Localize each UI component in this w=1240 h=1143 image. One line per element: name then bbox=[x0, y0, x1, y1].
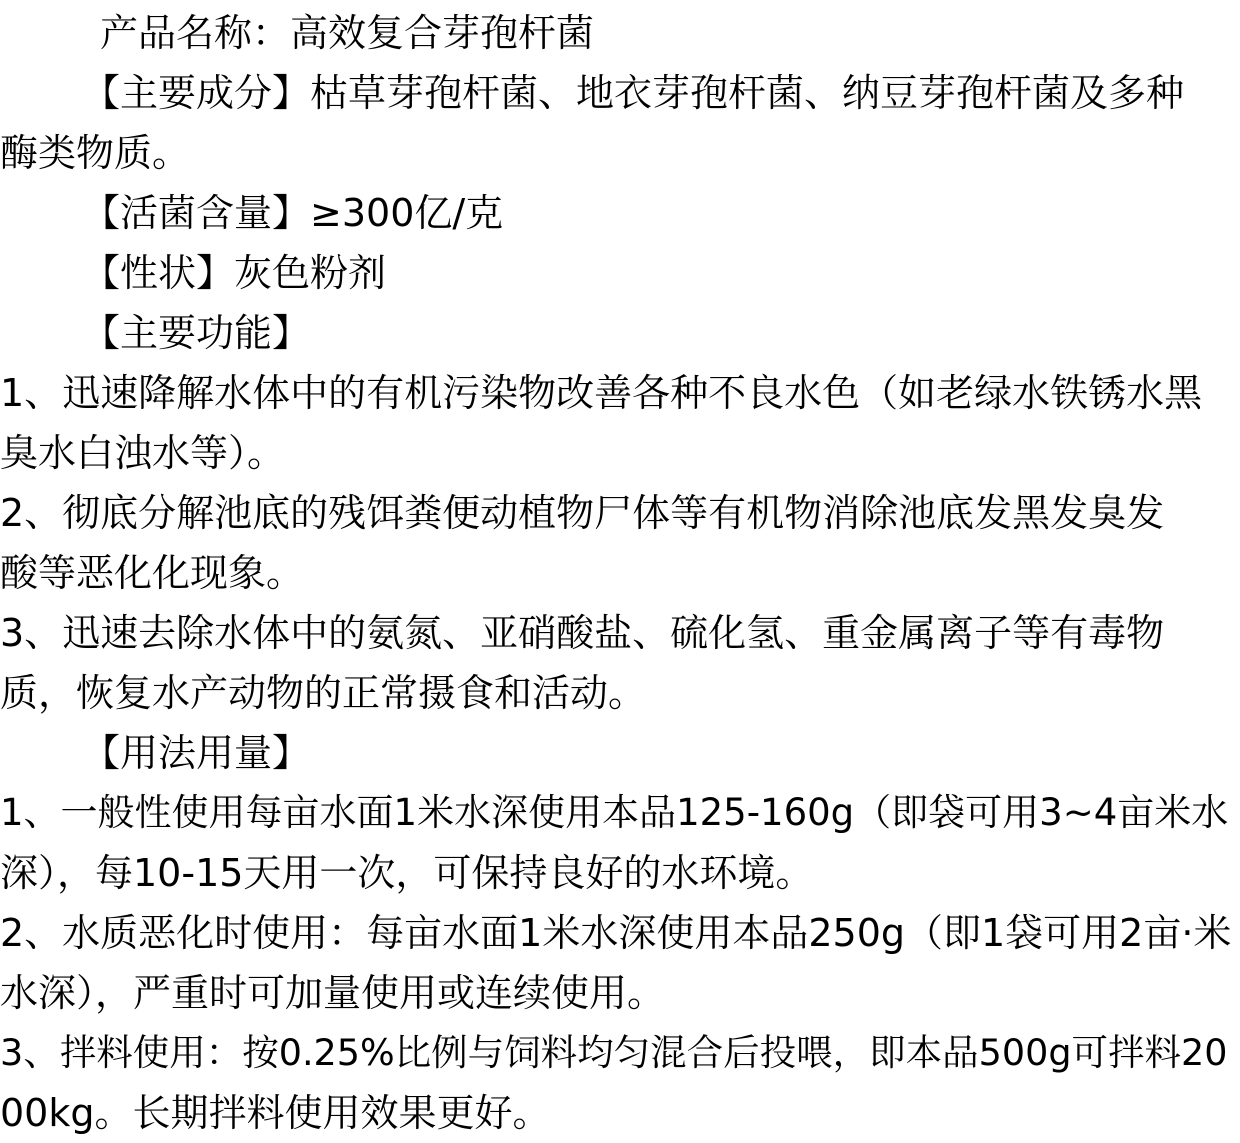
function-item-3: 3、迅速去除水体中的氨氮、亚硝酸盐、硫化氢、重金属离子等有毒物 bbox=[0, 611, 1165, 655]
appearance-line: 【性状】灰色粉剂 bbox=[82, 251, 387, 295]
function-item-3-continued: 质，恢复水产动物的正常摄食和活动。 bbox=[0, 671, 647, 715]
usage-item-2-continued: 水深），严重时可加量使用或连续使用。 bbox=[0, 971, 666, 1015]
usage-item-1-continued: 深），每10-15天用一次，可保持良好的水环境。 bbox=[0, 851, 814, 895]
usage-dosage-heading: 【用法用量】 bbox=[82, 731, 311, 775]
viable-count-line: 【活菌含量】≥300亿/克 bbox=[82, 191, 504, 235]
function-item-2: 2、彻底分解池底的残饵粪便动植物尸体等有机物消除池底发黑发臭发 bbox=[0, 491, 1165, 535]
function-item-1: 1、迅速降解水体中的有机污染物改善各种不良水色（如老绿水铁锈水黑 bbox=[0, 371, 1203, 415]
main-ingredients-continued: 酶类物质。 bbox=[0, 131, 191, 175]
usage-item-1: 1、一般性使用每亩水面1米水深使用本品125-160g（即袋可用3~4亩米水 bbox=[0, 791, 1229, 834]
usage-item-2: 2、水质恶化时使用：每亩水面1米水深使用本品250g（即1袋可用2亩·米 bbox=[0, 911, 1232, 955]
main-functions-heading: 【主要功能】 bbox=[82, 311, 311, 355]
function-item-2-continued: 酸等恶化化现象。 bbox=[0, 551, 305, 595]
function-item-1-continued: 臭水白浊水等）。 bbox=[0, 431, 286, 475]
usage-item-3: 3、拌料使用：按0.25%比例与饲料均匀混合后投喂，即本品500g可拌料20 bbox=[0, 1031, 1228, 1074]
product-name-line: 产品名称：高效复合芽孢杆菌 bbox=[100, 11, 595, 55]
main-ingredients-line: 【主要成分】枯草芽孢杆菌、地衣芽孢杆菌、纳豆芽孢杆菌及多种 bbox=[82, 71, 1185, 115]
usage-item-3-continued: 00kg。长期拌料使用效果更好。 bbox=[0, 1091, 551, 1135]
